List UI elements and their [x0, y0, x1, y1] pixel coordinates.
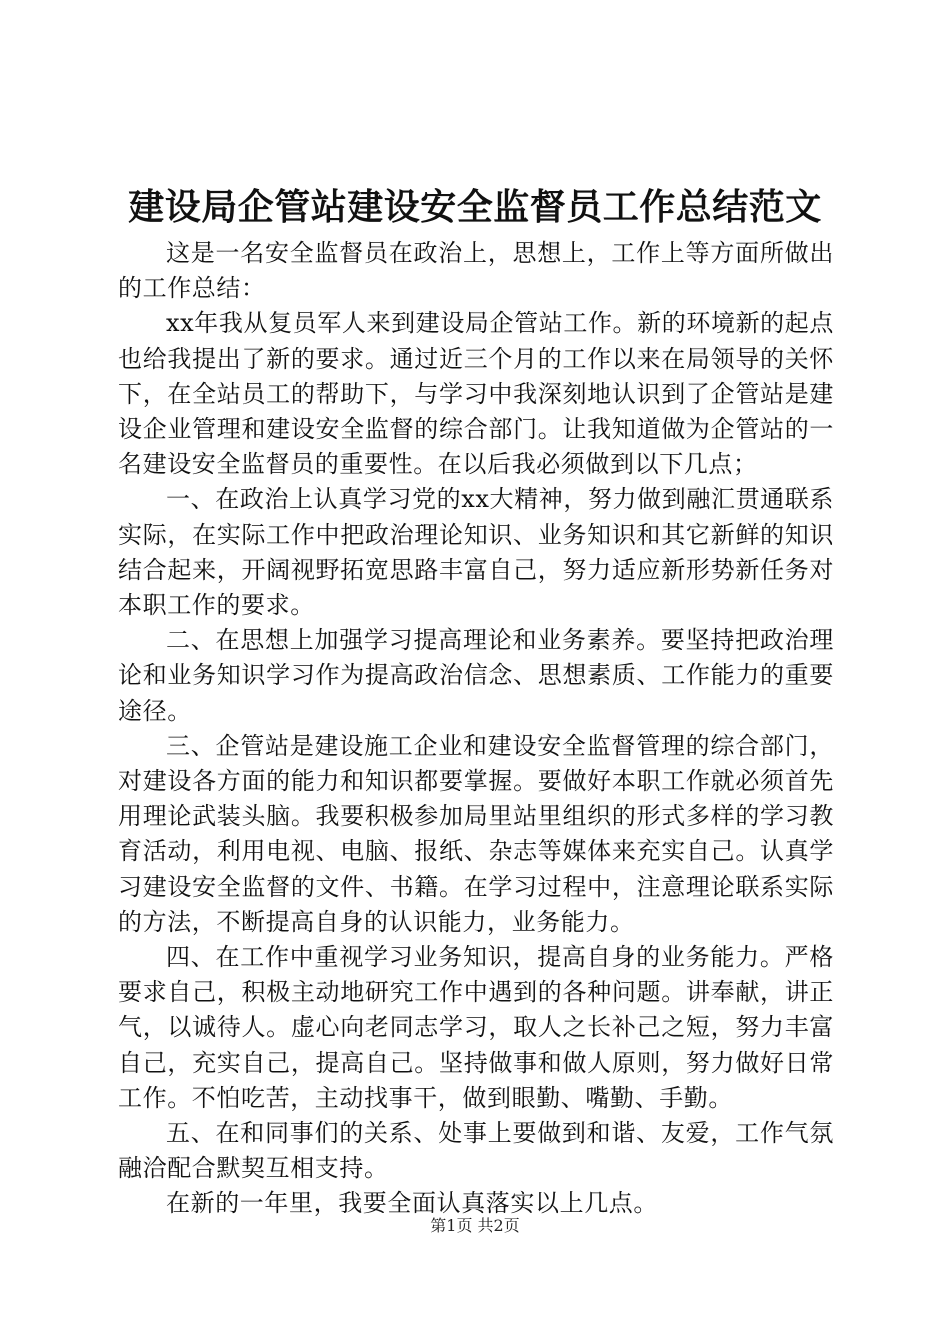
- paragraph-point-two: 二、在思想上加强学习提高理论和业务素养。要坚持把政治理论和业务知识学习作为提高政治信念、思想素质、工作能力的重要途径。: [118, 626, 834, 725]
- document-title: 建设局企管站建设安全监督员工作总结范文: [128, 186, 822, 228]
- document-body: [118, 236, 834, 1222]
- page-number-footer: 第1页 共2页: [430, 1216, 520, 1235]
- paragraph-intro: 这是一名安全监督员在政治上，思想上，工作上等方面所做出的工作总结：: [118, 239, 834, 303]
- paragraph-point-four: 四、在工作中重视学习业务知识，提高自身的业务能力。严格要求自己，积极主动地研究工作中遇到的各种问题。讲奉献，讲正气，以诚待人。虚心向老同志学习，取人之长补己之短，努力丰富自己，充实自己，提高自己。坚持做事和做人原则，努力做好日常工作。不怕吃苦，主动找事干，做到眼勤、嘴勤、手勤。: [118, 943, 834, 1112]
- paragraph-point-one: 一、在政治上认真学习党的xx大精神，努力做到融汇贯通联系实际，在实际工作中把政治理论知识、业务知识和其它新鲜的知识结合起来，开阔视野拓宽思路丰富自己，努力适应新形势新任务对本职工作的要求。: [118, 485, 834, 620]
- paragraph-point-three: 三、企管站是建设施工企业和建设安全监督管理的综合部门，对建设各方面的能力和知识都要掌握。要做好本职工作就必须首先用理论武装头脑。我要积极参加局里站里组织的形式多样的学习教育活动，利用电视、电脑、报纸、杂志等媒体来充实自己。认真学习建设安全监督的文件、书籍。在学习过程中，注意理论联系实际的方法，不断提高自身的认识能力，业务能力。: [118, 731, 834, 936]
- paragraph-background: xx年我从复员军人来到建设局企管站工作。新的环境新的起点也给我提出了新的要求。通过近三个月的工作以来在局领导的关怀下，在全站员工的帮助下，与学习中我深刻地认识到了企管站是建设企业管理和建设安全监督的综合部门。让我知道做为企管站的一名建设安全监督员的重要性。在以后我必须做到以下几点；: [118, 309, 834, 479]
- paragraph-point-five: 五、在和同事们的关系、处事上要做到和谐、友爱，工作气氛融洽配合默契互相支持。: [118, 1119, 834, 1183]
- paragraph-conclusion: 在新的一年里，我要全面认真落实以上几点。: [166, 1189, 658, 1218]
